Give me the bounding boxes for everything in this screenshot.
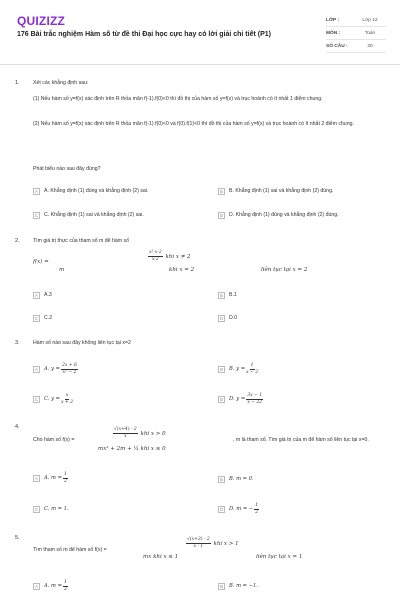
option-prefix: D. y = — [229, 396, 246, 402]
numerator: 1 — [63, 579, 67, 585]
page-header — [0, 0, 400, 60]
info-key: MÔN : — [326, 30, 341, 36]
statement-2: (2) Nếu hàm số y=f(x) xác định trên R thỏa mãn f(-1).f(0)<0 và f(0).f(1)<0 thì đồ thị của hàm số y=f(x) và trục hoành có ít nhất 2 điểm chung. — [33, 121, 354, 127]
piece-1 — [147, 250, 191, 263]
question-4 — [15, 424, 385, 524]
option-letter: A — [33, 475, 40, 482]
option-d[interactable] — [218, 313, 237, 323]
question-5 — [15, 535, 385, 597]
denominator: 2 — [63, 586, 67, 592]
denominator: x-2 — [151, 257, 159, 262]
option-prefix: B. m = 0. — [229, 476, 254, 482]
option-b[interactable] — [218, 581, 258, 591]
option-prefix: A. y = — [44, 366, 60, 372]
option-c[interactable] — [33, 504, 69, 514]
fraction — [148, 250, 163, 263]
option-letter: C — [34, 506, 39, 512]
option-text: D. Khẳng định (1) đúng và khẳng định (2) đúng. — [229, 212, 339, 218]
denominator: x − 22 — [247, 399, 263, 405]
question-number: 2. — [15, 238, 20, 244]
denominator: 2 — [255, 509, 259, 515]
option-c[interactable] — [33, 394, 74, 404]
option-text: C. Khẳng định (1) sai và khẳng định (2) sai. — [44, 212, 144, 218]
numerator: √(x+4) - 2 — [114, 427, 137, 432]
option-letter: C — [34, 315, 39, 321]
option-letter: A — [33, 292, 40, 299]
question-1 — [15, 80, 385, 225]
option-b[interactable] — [218, 364, 259, 374]
piece-condition: khi x ≠ 2 — [165, 254, 191, 260]
fraction — [63, 580, 68, 593]
option-c[interactable] — [33, 313, 52, 323]
numerator: 1 — [63, 471, 67, 477]
option-b[interactable] — [218, 290, 237, 300]
option-letter: B — [218, 476, 225, 483]
question-prefix: Tìm tham số m để hàm số f(x) = — [33, 547, 107, 553]
question-number: 4. — [15, 424, 20, 430]
question-prefix: Cho hàm số f(x) = — [33, 437, 75, 443]
option-a[interactable] — [33, 473, 69, 483]
question-number: 5. — [15, 535, 20, 541]
option-text: A.3 — [44, 292, 52, 298]
option-d[interactable] — [218, 210, 339, 220]
numerator: 1 — [250, 362, 254, 368]
piece-2-value: m — [59, 267, 65, 273]
info-key: SỐ CÂU : — [326, 43, 348, 49]
fraction — [61, 393, 73, 406]
option-letter: D — [219, 506, 224, 512]
question-prompt: Phát biểu nào sau đây đúng? — [33, 166, 101, 172]
denominator: x - 1 — [193, 544, 204, 549]
option-letter: A — [33, 366, 40, 373]
option-text: D.0 — [229, 315, 238, 321]
option-c[interactable] — [33, 210, 144, 220]
piece-1 — [185, 537, 239, 550]
info-row-subject — [326, 27, 386, 40]
info-key: LỚP : — [326, 17, 340, 23]
question-intro: Hàm số nào sau đây không liên tục tại x=2 — [33, 340, 131, 346]
option-a[interactable] — [33, 186, 148, 196]
numerator: 2x + 6 — [61, 362, 77, 368]
option-b[interactable] — [218, 474, 254, 484]
option-text: A. Khẳng định (1) đúng và khẳng định (2) sai. — [44, 188, 149, 194]
option-d[interactable] — [218, 394, 264, 404]
denominator: 2 — [63, 478, 67, 484]
piece-condition: khi x > 1 — [213, 541, 239, 547]
piece-1 — [112, 427, 166, 440]
info-value: 30 — [367, 43, 373, 49]
option-prefix: A. m = — [44, 583, 62, 589]
function-label: f(x) = — [33, 259, 49, 265]
fraction — [246, 363, 258, 376]
denominator: x² − 2 — [62, 369, 77, 375]
option-prefix: C. y = — [44, 396, 61, 402]
option-prefix: C. m = 1. — [44, 506, 69, 512]
option-letter: D — [219, 315, 224, 321]
option-letter: B — [218, 583, 225, 590]
option-letter: B — [218, 188, 225, 195]
option-a[interactable] — [33, 581, 69, 591]
option-b[interactable] — [218, 186, 333, 196]
fraction — [113, 427, 138, 440]
option-letter: C — [34, 396, 39, 402]
option-prefix: B. m = −1. — [229, 583, 258, 589]
continuity-condition: liên tục tại x = 1 — [256, 554, 303, 560]
option-a[interactable] — [33, 364, 79, 374]
numerator: 3x − 1 — [247, 392, 263, 398]
option-prefix: B. y = — [229, 366, 246, 372]
question-suffix: , m là tham số. Tìm giá trị của m để hàm số liên tục tại x=0. — [233, 437, 369, 443]
option-text: B. Khẳng định (1) sai và khẳng định (2) đúng. — [229, 188, 334, 194]
numerator: 1 — [255, 502, 259, 508]
question-intro: Xét các khẳng định sau: — [33, 80, 89, 86]
piece-2-condition: khi x = 2 — [169, 267, 195, 273]
option-text: C.2 — [44, 315, 53, 321]
option-letter: B — [218, 366, 225, 373]
question-number: 3. — [15, 340, 20, 346]
piece-condition: khi x > 0 — [140, 431, 166, 437]
question-intro: Tìm giá trị thực của tham số m để hàm số — [33, 238, 130, 244]
question-number: 1. — [15, 80, 20, 86]
piece-2: mx khi x ≤ 1 — [143, 554, 179, 560]
info-row-class — [326, 14, 386, 27]
option-letter: A — [33, 583, 40, 590]
option-a[interactable] — [33, 290, 52, 300]
option-prefix: D. m = − — [229, 506, 254, 512]
header-divider — [0, 64, 400, 65]
fraction — [254, 503, 259, 516]
option-text: B.1 — [229, 292, 237, 298]
info-panel — [326, 14, 386, 53]
option-letter: A — [33, 188, 40, 195]
numerator: x — [65, 392, 69, 398]
question-3 — [15, 340, 385, 415]
quizizz-logo: QUIZIZZ — [17, 14, 66, 28]
piece-2: mx² + 2m + ¼ khi x ≤ 0 — [98, 446, 166, 452]
option-d[interactable] — [218, 504, 260, 514]
info-row-count — [326, 40, 386, 53]
option-letter: B — [218, 292, 225, 299]
question-2 — [15, 238, 385, 328]
option-prefix: A. m = — [44, 475, 62, 481]
info-value: Toán — [364, 30, 376, 36]
fraction — [246, 393, 263, 406]
numerator: x²-x-2 — [149, 250, 162, 255]
statement-1: (1) Nếu hàm số y=f(x) xác định trên R thỏa mãn f(-1).f(0)<0 thì đồ thị của hàm số y=f(x) và trục hoành có ít nhất 1 điểm chung. — [33, 96, 323, 102]
fraction — [63, 472, 68, 485]
option-letter: C — [34, 212, 39, 218]
option-letter: D — [219, 212, 224, 218]
numerator: √(x+3) - 2 — [187, 537, 210, 542]
denominator: x − 2 — [246, 369, 259, 375]
fraction — [61, 363, 78, 376]
denominator: x — [124, 434, 127, 439]
fraction — [186, 537, 211, 550]
document-title: 176 Bài trắc nghiệm Hàm số từ đề thi Đại học cực hay có lời giải chi tiết (P1) — [17, 31, 271, 38]
option-letter: D — [219, 396, 224, 402]
continuity-condition: liên tục tại x = 2 — [261, 267, 308, 273]
denominator: x + 2 — [61, 399, 74, 405]
info-value: Lớp 12 — [362, 17, 378, 23]
